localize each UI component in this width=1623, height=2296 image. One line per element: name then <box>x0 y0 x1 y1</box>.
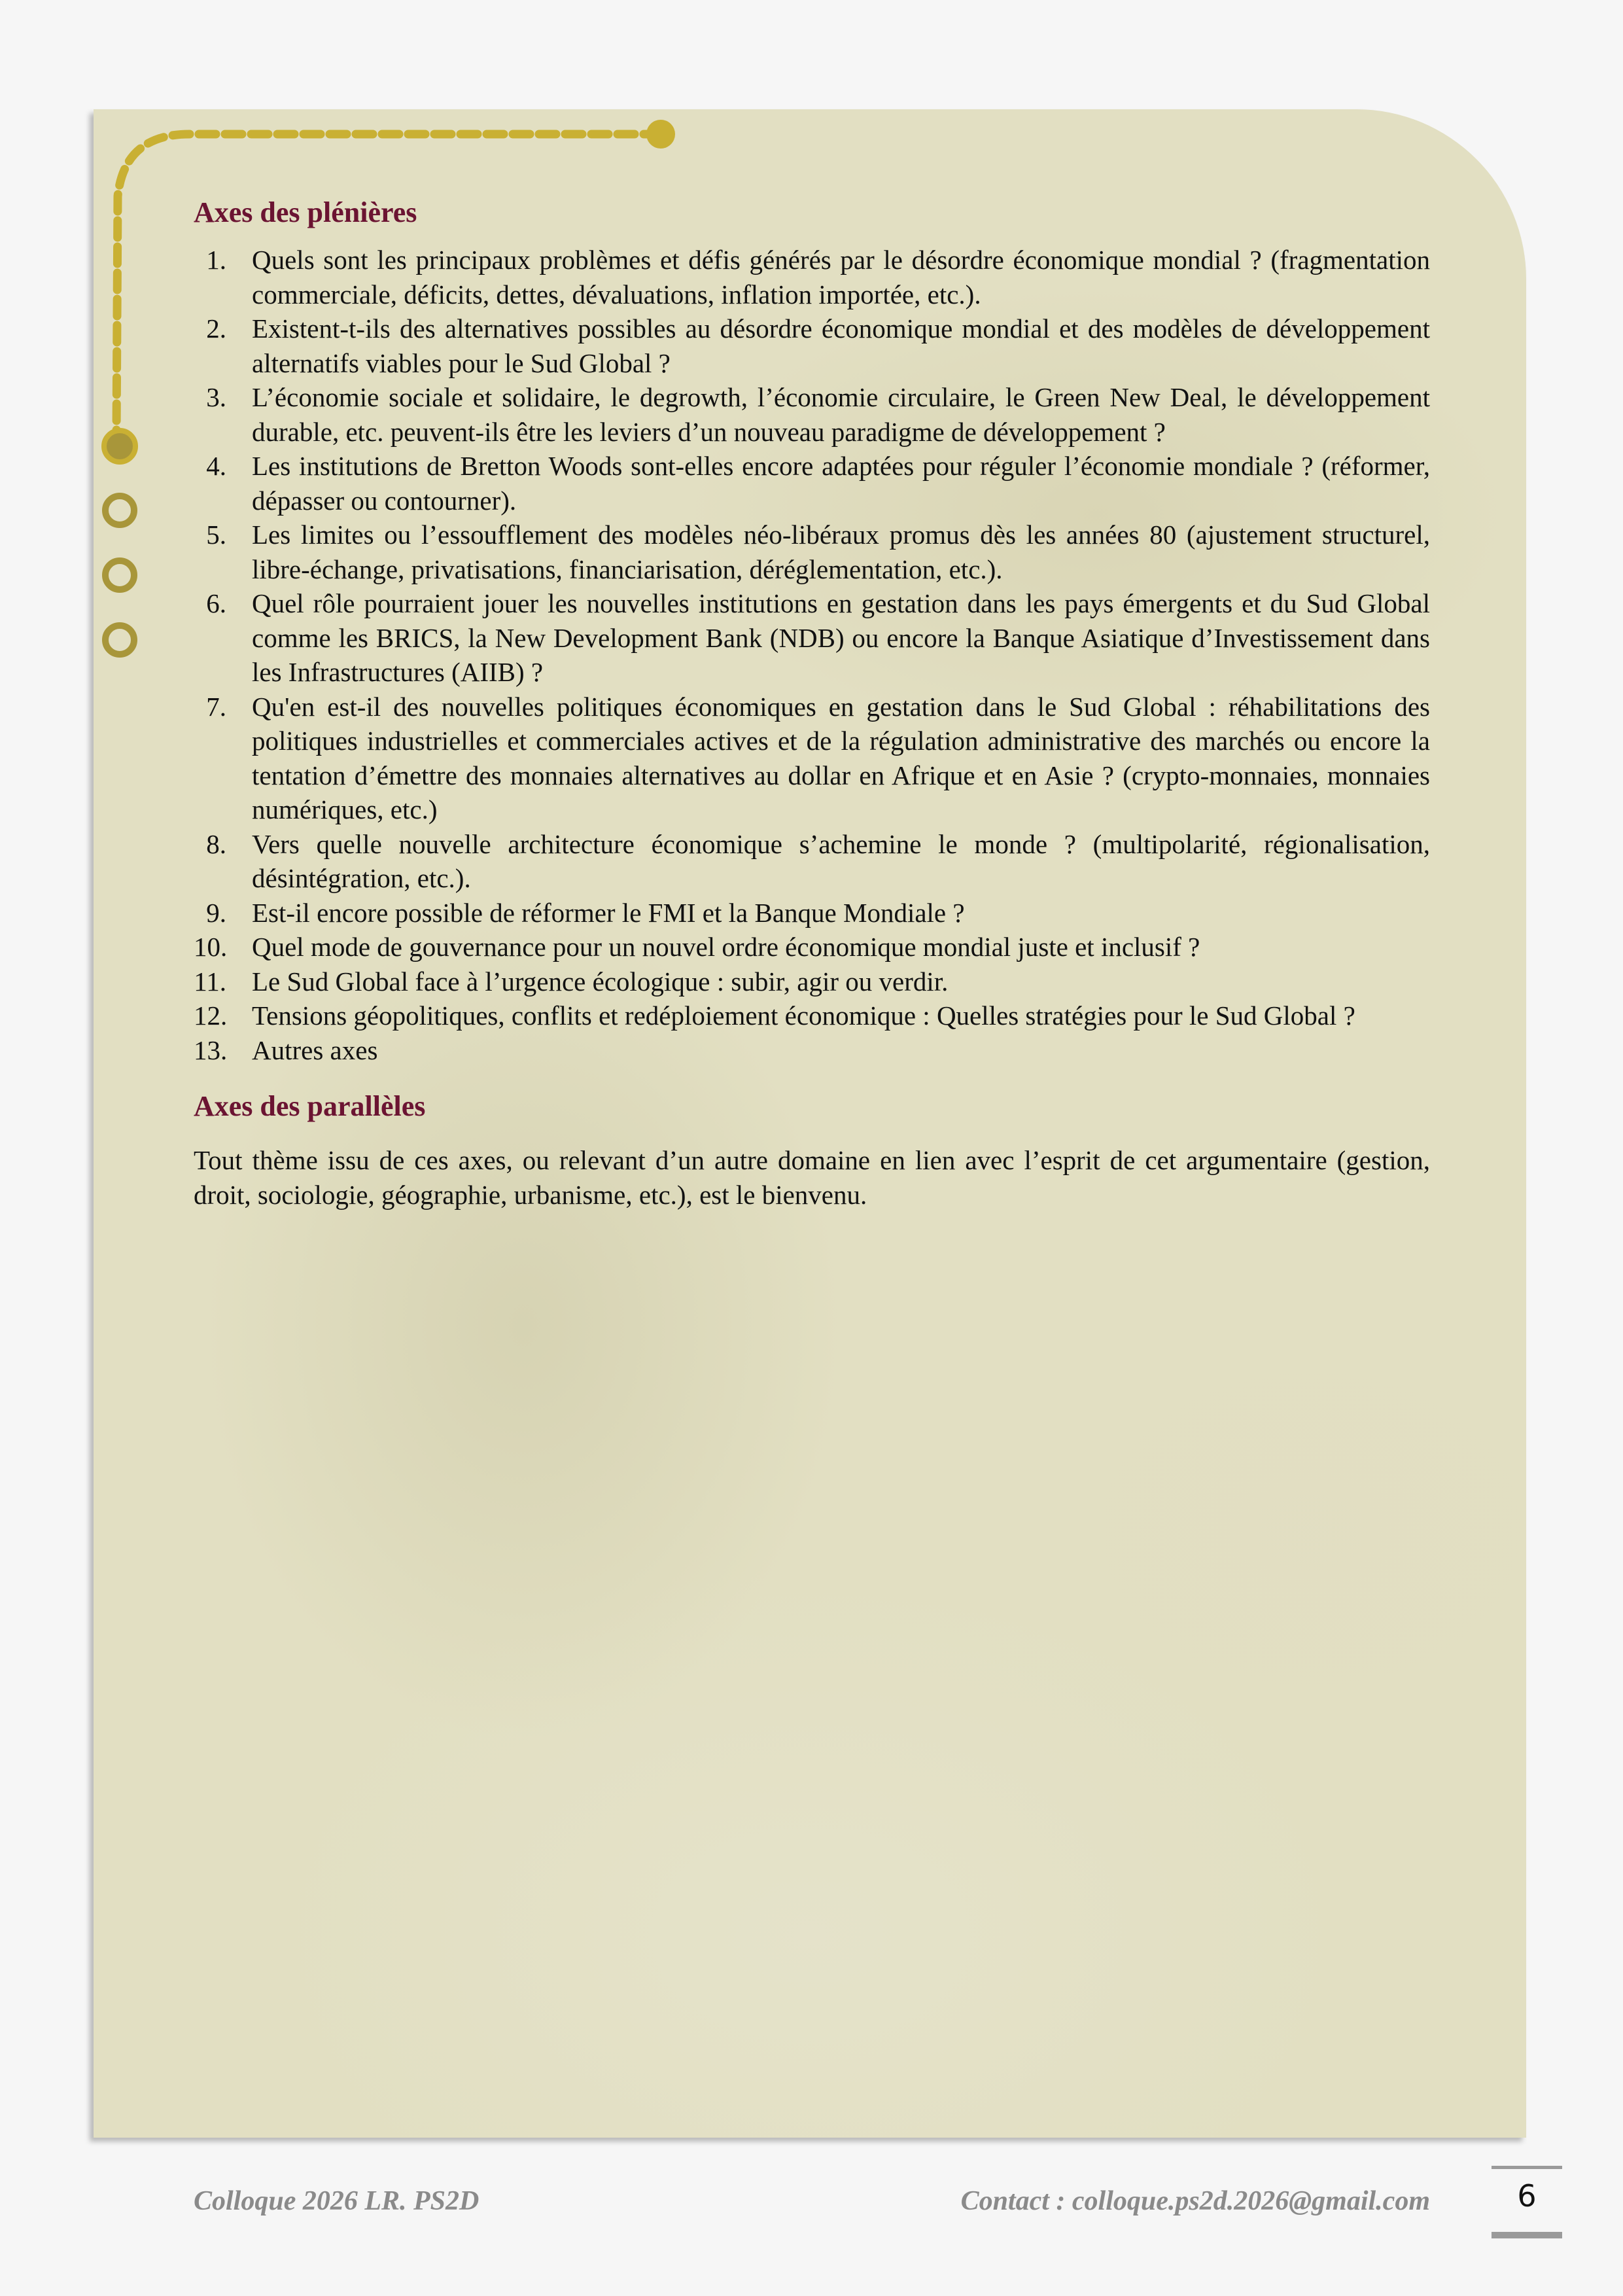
list-item <box>194 930 1430 964</box>
list-item <box>194 380 1430 449</box>
list-item-number: 1. <box>206 245 226 275</box>
list-item-number: 11. <box>194 966 226 997</box>
list-item <box>194 586 1430 690</box>
main-content <box>194 194 1430 1212</box>
list-item <box>194 449 1430 518</box>
paralleles-paragraph: Tout thème issu de ces axes, ou relevant d’un autre domaine en lien avec l’esprit de cet argumentaire (gestion, droit, sociologie, géographie, urbanisme, etc.), est le bienvenu. <box>194 1145 1430 1210</box>
list-item <box>194 690 1430 827</box>
list-item-number: 4. <box>206 451 226 481</box>
list-item-text: Tensions géopolitiques, conflits et redéploiement économique : Quelles stratégies pour le Sud Global ? <box>252 1000 1355 1031</box>
list-item-text: Quel rôle pourraient jouer les nouvelles institutions en gestation dans les pays émergents et du Sud Global comme les BRICS, la New Development Bank (NDB) ou encore la Banque Asiatique d’Investissement dans les Infrastructures (AIIB) ? <box>252 588 1430 687</box>
list-item-number: 6. <box>206 588 226 618</box>
list-item-text: L’économie sociale et solidaire, le degrowth, l’économie circulaire, le Green New Deal, le développement durable, etc. peuvent-ils être les leviers d’un nouveau paradigme de développement ? <box>252 382 1430 447</box>
list-item <box>194 311 1430 380</box>
list-item <box>194 1033 1430 1068</box>
footer-colloque-title: Colloque 2026 LR. PS2D <box>194 2186 480 2216</box>
list-item-number: 7. <box>206 691 226 722</box>
list-item-number: 12. <box>194 1000 228 1031</box>
list-item-text: Le Sud Global face à l’urgence écologique : subir, agir ou verdir. <box>252 966 949 997</box>
list-item <box>194 998 1430 1033</box>
page-number: 6 <box>1492 2166 1562 2238</box>
section-heading-plenieres: Axes des plénières <box>194 196 417 228</box>
list-item-text: Les limites ou l’essoufflement des modèles néo-libéraux promus dès les années 80 (ajustement structurel, libre-échange, privatisations, financiarisation, déréglementation, etc.). <box>252 520 1430 584</box>
list-item-number: 10. <box>194 932 228 962</box>
list-item-number: 8. <box>206 828 226 859</box>
list-item-text: Qu'en est-il des nouvelles politiques économiques en gestation dans le Sud Global : réhabilitations des politiques industrielles et commerciales actives et de la régulation administrative des marchés ou encore la tentation d’émettre des monnaies alternatives au dollar en Afrique et en Asie ? (crypto-monnaies, monnaies numériques, etc.) <box>252 691 1430 824</box>
list-item-text: Les institutions de Bretton Woods sont-elles encore adaptées pour réguler l’économie mondiale ? (réformer, dépasser ou contourner). <box>252 451 1430 516</box>
list-item <box>194 243 1430 311</box>
list-item-text: Autres axes <box>252 1034 378 1065</box>
list-item-text: Existent-t-ils des alternatives possibles au désordre économique mondial et des modèles de développement alternatifs viables pour le Sud Global ? <box>252 313 1430 378</box>
list-item-text: Quels sont les principaux problèmes et défis générés par le désordre économique mondial ? (fragmentation commerciale, déficits, dettes, dévaluations, inflation importée, etc.). <box>252 245 1430 309</box>
list-item-number: 5. <box>206 520 226 550</box>
list-item-number: 3. <box>206 382 226 412</box>
list-item-text: Vers quelle nouvelle architecture économique s’achemine le monde ? (multipolarité, régionalisation, désintégration, etc.). <box>252 828 1430 893</box>
list-item-text: Est-il encore possible de réformer le FMI et la Banque Mondiale ? <box>252 897 965 928</box>
list-item-text: Quel mode de gouvernance pour un nouvel ordre économique mondial juste et inclusif ? <box>252 932 1200 962</box>
footer-contact: Contact : colloque.ps2d.2026@gmail.com <box>960 2186 1430 2216</box>
list-item <box>194 896 1430 930</box>
list-item-number: 13. <box>194 1034 228 1065</box>
section-heading-paralleles: Axes des parallèles <box>194 1090 426 1122</box>
list-item <box>194 827 1430 896</box>
list-item-number: 2. <box>206 313 226 344</box>
list-item <box>194 518 1430 586</box>
list-item <box>194 964 1430 999</box>
list-item-number: 9. <box>206 897 226 928</box>
axes-list <box>194 243 1430 1067</box>
